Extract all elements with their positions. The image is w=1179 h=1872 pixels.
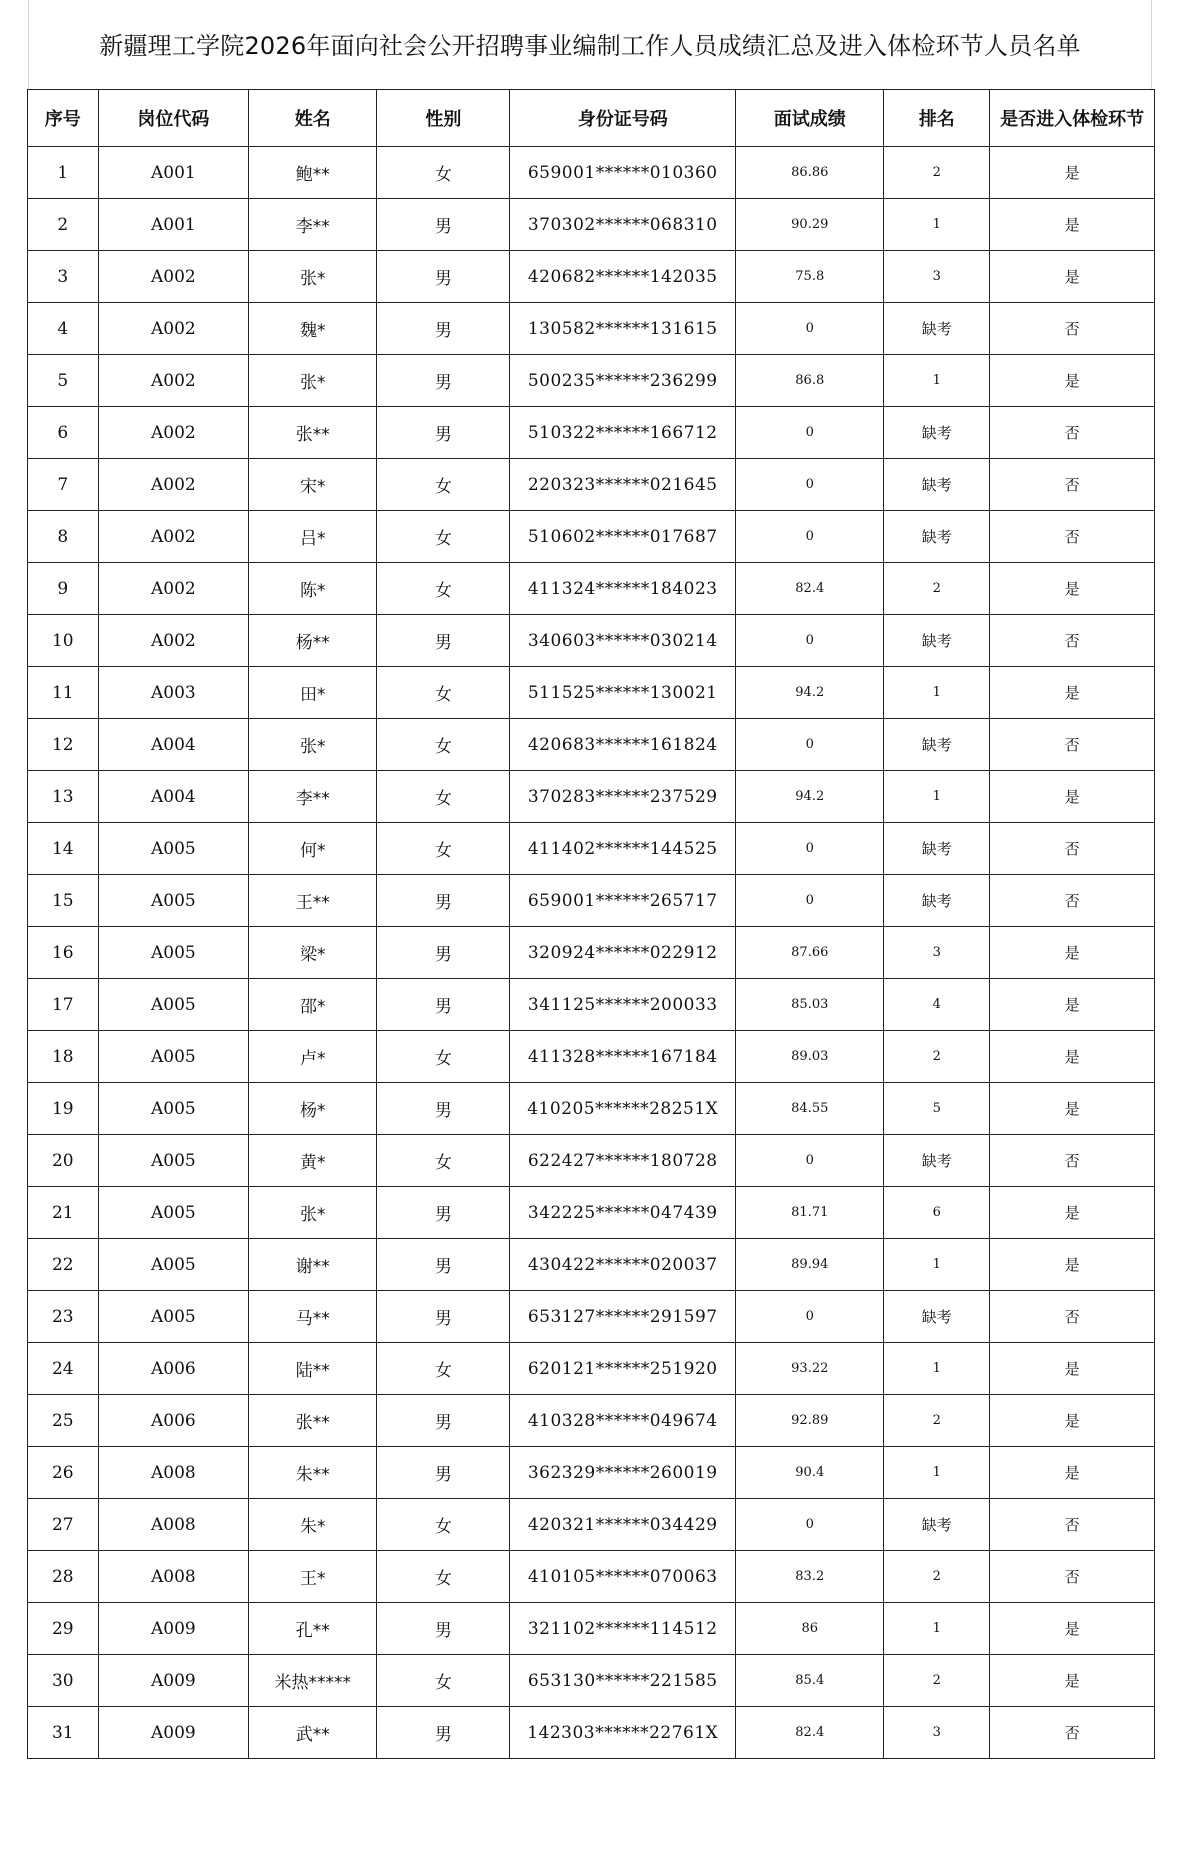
table-row: [28, 1083, 1155, 1135]
cell-rank: 1: [884, 667, 990, 719]
cell-rank: 缺考: [884, 1499, 990, 1551]
cell-gender: 女: [377, 1499, 510, 1551]
cell-no: 6: [28, 407, 99, 459]
cell-name: 梁*: [249, 927, 377, 979]
cell-interview-score: 94.2: [736, 667, 884, 719]
cell-gender: 男: [377, 303, 510, 355]
cell-enter-exam: 是: [990, 771, 1155, 823]
cell-name: 吕*: [249, 511, 377, 563]
cell-id-number: 659001******265717: [510, 875, 736, 927]
cell-enter-exam: 否: [990, 1135, 1155, 1187]
cell-name: 陈*: [249, 563, 377, 615]
cell-name: 王**: [249, 875, 377, 927]
cell-position-code: A002: [98, 303, 249, 355]
cell-interview-score: 0: [736, 407, 884, 459]
table-row: [28, 771, 1155, 823]
cell-position-code: A004: [98, 719, 249, 771]
cell-name: 黄*: [249, 1135, 377, 1187]
cell-id-number: 340603******030214: [510, 615, 736, 667]
cell-interview-score: 82.4: [736, 563, 884, 615]
cell-interview-score: 0: [736, 459, 884, 511]
cell-position-code: A008: [98, 1551, 249, 1603]
cell-id-number: 653130******221585: [510, 1655, 736, 1707]
cell-rank: 缺考: [884, 459, 990, 511]
cell-rank: 4: [884, 979, 990, 1031]
cell-name: 杨**: [249, 615, 377, 667]
cell-interview-score: 0: [736, 875, 884, 927]
cell-enter-exam: 是: [990, 355, 1155, 407]
cell-name: 张**: [249, 407, 377, 459]
cell-position-code: A003: [98, 667, 249, 719]
cell-position-code: A001: [98, 199, 249, 251]
cell-gender: 男: [377, 1603, 510, 1655]
cell-gender: 女: [377, 771, 510, 823]
cell-interview-score: 92.89: [736, 1395, 884, 1447]
cell-gender: 女: [377, 1343, 510, 1395]
cell-enter-exam: 否: [990, 511, 1155, 563]
cell-name: 杨*: [249, 1083, 377, 1135]
cell-position-code: A005: [98, 823, 249, 875]
cell-enter-exam: 否: [990, 1551, 1155, 1603]
cell-interview-score: 81.71: [736, 1187, 884, 1239]
table-row: [28, 1135, 1155, 1187]
cell-enter-exam: 是: [990, 147, 1155, 199]
cell-id-number: 659001******010360: [510, 147, 736, 199]
cell-interview-score: 0: [736, 823, 884, 875]
cell-gender: 男: [377, 1395, 510, 1447]
table-row: [28, 615, 1155, 667]
cell-no: 3: [28, 251, 99, 303]
table-row: [28, 1343, 1155, 1395]
cell-no: 8: [28, 511, 99, 563]
cell-interview-score: 90.4: [736, 1447, 884, 1499]
cell-enter-exam: 否: [990, 615, 1155, 667]
table-row: [28, 355, 1155, 407]
cell-name: 田*: [249, 667, 377, 719]
cell-enter-exam: 否: [990, 303, 1155, 355]
cell-position-code: A005: [98, 1135, 249, 1187]
col-header-rank: 排名: [884, 90, 990, 147]
cell-position-code: A005: [98, 1239, 249, 1291]
cell-rank: 缺考: [884, 511, 990, 563]
cell-name: 鲍**: [249, 147, 377, 199]
cell-position-code: A005: [98, 1291, 249, 1343]
cell-id-number: 420321******034429: [510, 1499, 736, 1551]
cell-id-number: 411328******167184: [510, 1031, 736, 1083]
col-header-pass: 是否进入体检环节: [990, 90, 1155, 147]
table-row: [28, 1707, 1155, 1759]
cell-name: 李**: [249, 771, 377, 823]
cell-id-number: 430422******020037: [510, 1239, 736, 1291]
table-row: [28, 1655, 1155, 1707]
cell-enter-exam: 是: [990, 979, 1155, 1031]
cell-enter-exam: 是: [990, 1083, 1155, 1135]
table-row: [28, 1603, 1155, 1655]
cell-interview-score: 86: [736, 1603, 884, 1655]
cell-enter-exam: 否: [990, 875, 1155, 927]
page-title: 新疆理工学院2026年面向社会公开招聘事业编制工作人员成绩汇总及进入体检环节人员名单: [99, 32, 1081, 60]
cell-no: 7: [28, 459, 99, 511]
cell-enter-exam: 否: [990, 1707, 1155, 1759]
cell-interview-score: 89.94: [736, 1239, 884, 1291]
cell-gender: 女: [377, 1031, 510, 1083]
cell-name: 李**: [249, 199, 377, 251]
cell-interview-score: 87.66: [736, 927, 884, 979]
table-row: [28, 511, 1155, 563]
cell-interview-score: 0: [736, 719, 884, 771]
cell-no: 27: [28, 1499, 99, 1551]
cell-no: 17: [28, 979, 99, 1031]
table-row: [28, 1031, 1155, 1083]
cell-position-code: A005: [98, 1187, 249, 1239]
cell-enter-exam: 是: [990, 563, 1155, 615]
cell-rank: 1: [884, 1239, 990, 1291]
cell-gender: 男: [377, 1447, 510, 1499]
cell-gender: 男: [377, 1707, 510, 1759]
cell-no: 18: [28, 1031, 99, 1083]
cell-interview-score: 89.03: [736, 1031, 884, 1083]
cell-rank: 3: [884, 927, 990, 979]
cell-id-number: 653127******291597: [510, 1291, 736, 1343]
cell-position-code: A002: [98, 355, 249, 407]
table-row: [28, 1447, 1155, 1499]
cell-id-number: 142303******22761X: [510, 1707, 736, 1759]
cell-interview-score: 0: [736, 511, 884, 563]
cell-interview-score: 0: [736, 1499, 884, 1551]
cell-id-number: 370302******068310: [510, 199, 736, 251]
cell-id-number: 130582******131615: [510, 303, 736, 355]
cell-gender: 男: [377, 199, 510, 251]
cell-id-number: 411402******144525: [510, 823, 736, 875]
cell-id-number: 510602******017687: [510, 511, 736, 563]
table-row: [28, 459, 1155, 511]
cell-gender: 女: [377, 667, 510, 719]
cell-no: 20: [28, 1135, 99, 1187]
cell-interview-score: 75.8: [736, 251, 884, 303]
cell-enter-exam: 是: [990, 199, 1155, 251]
cell-no: 24: [28, 1343, 99, 1395]
cell-no: 15: [28, 875, 99, 927]
cell-gender: 男: [377, 927, 510, 979]
cell-position-code: A002: [98, 407, 249, 459]
cell-gender: 女: [377, 1655, 510, 1707]
cell-enter-exam: 是: [990, 1603, 1155, 1655]
cell-no: 14: [28, 823, 99, 875]
cell-id-number: 342225******047439: [510, 1187, 736, 1239]
cell-no: 13: [28, 771, 99, 823]
table-row: [28, 563, 1155, 615]
table-row: [28, 875, 1155, 927]
cell-no: 4: [28, 303, 99, 355]
cell-rank: 2: [884, 1655, 990, 1707]
cell-gender: 女: [377, 511, 510, 563]
col-header-no: 序号: [28, 90, 99, 147]
cell-id-number: 410205******28251X: [510, 1083, 736, 1135]
cell-interview-score: 85.03: [736, 979, 884, 1031]
cell-rank: 1: [884, 355, 990, 407]
cell-gender: 男: [377, 615, 510, 667]
cell-enter-exam: 是: [990, 1655, 1155, 1707]
cell-enter-exam: 否: [990, 407, 1155, 459]
cell-no: 19: [28, 1083, 99, 1135]
cell-rank: 缺考: [884, 1135, 990, 1187]
cell-interview-score: 84.55: [736, 1083, 884, 1135]
cell-gender: 女: [377, 147, 510, 199]
cell-rank: 1: [884, 1343, 990, 1395]
cell-interview-score: 90.29: [736, 199, 884, 251]
table-row: [28, 303, 1155, 355]
cell-rank: 缺考: [884, 875, 990, 927]
cell-interview-score: 86.86: [736, 147, 884, 199]
cell-name: 孔**: [249, 1603, 377, 1655]
cell-gender: 男: [377, 875, 510, 927]
table-row: [28, 927, 1155, 979]
cell-id-number: 410328******049674: [510, 1395, 736, 1447]
col-header-code: 岗位代码: [98, 90, 249, 147]
cell-no: 28: [28, 1551, 99, 1603]
cell-name: 张**: [249, 1395, 377, 1447]
cell-gender: 女: [377, 1135, 510, 1187]
cell-rank: 缺考: [884, 1291, 990, 1343]
table-row: [28, 407, 1155, 459]
cell-name: 米热*****: [249, 1655, 377, 1707]
table-row: [28, 1499, 1155, 1551]
cell-no: 2: [28, 199, 99, 251]
table-row: [28, 1551, 1155, 1603]
cell-enter-exam: 否: [990, 1499, 1155, 1551]
cell-position-code: A002: [98, 563, 249, 615]
cell-interview-score: 94.2: [736, 771, 884, 823]
cell-rank: 缺考: [884, 823, 990, 875]
cell-gender: 女: [377, 823, 510, 875]
cell-name: 宋*: [249, 459, 377, 511]
cell-no: 25: [28, 1395, 99, 1447]
table-row: [28, 199, 1155, 251]
cell-position-code: A002: [98, 615, 249, 667]
cell-rank: 3: [884, 1707, 990, 1759]
cell-no: 22: [28, 1239, 99, 1291]
table-row: [28, 147, 1155, 199]
cell-enter-exam: 是: [990, 1239, 1155, 1291]
cell-position-code: A008: [98, 1447, 249, 1499]
cell-position-code: A002: [98, 251, 249, 303]
cell-no: 10: [28, 615, 99, 667]
table-row: [28, 1239, 1155, 1291]
cell-rank: 缺考: [884, 407, 990, 459]
cell-enter-exam: 是: [990, 1031, 1155, 1083]
cell-position-code: A009: [98, 1707, 249, 1759]
cell-rank: 1: [884, 1447, 990, 1499]
cell-name: 何*: [249, 823, 377, 875]
cell-name: 张*: [249, 251, 377, 303]
cell-position-code: A004: [98, 771, 249, 823]
cell-position-code: A002: [98, 511, 249, 563]
cell-enter-exam: 否: [990, 823, 1155, 875]
cell-id-number: 500235******236299: [510, 355, 736, 407]
cell-id-number: 362329******260019: [510, 1447, 736, 1499]
cell-no: 30: [28, 1655, 99, 1707]
cell-gender: 女: [377, 563, 510, 615]
cell-gender: 女: [377, 1551, 510, 1603]
cell-name: 张*: [249, 355, 377, 407]
table-header-row: [28, 90, 1155, 147]
cell-id-number: 511525******130021: [510, 667, 736, 719]
cell-rank: 2: [884, 1551, 990, 1603]
cell-interview-score: 85.4: [736, 1655, 884, 1707]
cell-interview-score: 0: [736, 1135, 884, 1187]
cell-id-number: 321102******114512: [510, 1603, 736, 1655]
cell-id-number: 510322******166712: [510, 407, 736, 459]
cell-name: 张*: [249, 719, 377, 771]
cell-interview-score: 0: [736, 303, 884, 355]
cell-name: 陆**: [249, 1343, 377, 1395]
cell-id-number: 620121******251920: [510, 1343, 736, 1395]
cell-name: 朱*: [249, 1499, 377, 1551]
cell-interview-score: 0: [736, 615, 884, 667]
cell-enter-exam: 否: [990, 459, 1155, 511]
cell-rank: 缺考: [884, 615, 990, 667]
cell-rank: 2: [884, 147, 990, 199]
cell-id-number: 420683******161824: [510, 719, 736, 771]
cell-position-code: A005: [98, 875, 249, 927]
cell-enter-exam: 否: [990, 1291, 1155, 1343]
cell-no: 26: [28, 1447, 99, 1499]
col-header-name: 姓名: [249, 90, 377, 147]
cell-no: 21: [28, 1187, 99, 1239]
cell-name: 马**: [249, 1291, 377, 1343]
cell-no: 16: [28, 927, 99, 979]
cell-position-code: A001: [98, 147, 249, 199]
cell-position-code: A002: [98, 459, 249, 511]
cell-position-code: A005: [98, 927, 249, 979]
cell-gender: 男: [377, 979, 510, 1031]
cell-position-code: A006: [98, 1395, 249, 1447]
cell-no: 29: [28, 1603, 99, 1655]
table-row: [28, 719, 1155, 771]
cell-rank: 6: [884, 1187, 990, 1239]
results-table: [27, 89, 1155, 1759]
table-row: [28, 823, 1155, 875]
table-row: [28, 1291, 1155, 1343]
cell-rank: 3: [884, 251, 990, 303]
cell-interview-score: 83.2: [736, 1551, 884, 1603]
cell-rank: 缺考: [884, 719, 990, 771]
cell-name: 卢*: [249, 1031, 377, 1083]
cell-no: 5: [28, 355, 99, 407]
table-row: [28, 1395, 1155, 1447]
cell-rank: 1: [884, 1603, 990, 1655]
cell-gender: 男: [377, 251, 510, 303]
cell-name: 朱**: [249, 1447, 377, 1499]
col-header-score: 面试成绩: [736, 90, 884, 147]
cell-enter-exam: 是: [990, 1343, 1155, 1395]
cell-interview-score: 93.22: [736, 1343, 884, 1395]
table-row: [28, 251, 1155, 303]
cell-no: 11: [28, 667, 99, 719]
cell-position-code: A009: [98, 1603, 249, 1655]
cell-position-code: A005: [98, 1031, 249, 1083]
cell-enter-exam: 是: [990, 1187, 1155, 1239]
cell-position-code: A006: [98, 1343, 249, 1395]
col-header-id: 身份证号码: [510, 90, 736, 147]
cell-no: 12: [28, 719, 99, 771]
cell-gender: 男: [377, 1083, 510, 1135]
cell-id-number: 411324******184023: [510, 563, 736, 615]
cell-name: 武**: [249, 1707, 377, 1759]
cell-name: 魏*: [249, 303, 377, 355]
cell-position-code: A005: [98, 979, 249, 1031]
cell-gender: 男: [377, 355, 510, 407]
cell-gender: 男: [377, 407, 510, 459]
cell-name: 张*: [249, 1187, 377, 1239]
cell-no: 31: [28, 1707, 99, 1759]
cell-rank: 1: [884, 771, 990, 823]
cell-id-number: 220323******021645: [510, 459, 736, 511]
cell-enter-exam: 否: [990, 719, 1155, 771]
cell-gender: 男: [377, 1239, 510, 1291]
table-row: [28, 667, 1155, 719]
cell-enter-exam: 是: [990, 251, 1155, 303]
cell-no: 9: [28, 563, 99, 615]
cell-interview-score: 86.8: [736, 355, 884, 407]
cell-enter-exam: 是: [990, 1447, 1155, 1499]
cell-id-number: 420682******142035: [510, 251, 736, 303]
col-header-gender: 性别: [377, 90, 510, 147]
table-row: [28, 979, 1155, 1031]
cell-no: 23: [28, 1291, 99, 1343]
cell-rank: 2: [884, 1031, 990, 1083]
cell-gender: 男: [377, 1187, 510, 1239]
cell-interview-score: 0: [736, 1291, 884, 1343]
cell-enter-exam: 是: [990, 927, 1155, 979]
cell-name: 谢**: [249, 1239, 377, 1291]
cell-rank: 缺考: [884, 303, 990, 355]
cell-gender: 男: [377, 1291, 510, 1343]
cell-id-number: 410105******070063: [510, 1551, 736, 1603]
table-row: [28, 1187, 1155, 1239]
cell-name: 邵*: [249, 979, 377, 1031]
cell-name: 王*: [249, 1551, 377, 1603]
cell-id-number: 320924******022912: [510, 927, 736, 979]
cell-rank: 5: [884, 1083, 990, 1135]
cell-interview-score: 82.4: [736, 1707, 884, 1759]
cell-id-number: 341125******200033: [510, 979, 736, 1031]
cell-id-number: 622427******180728: [510, 1135, 736, 1187]
table-body: [28, 147, 1155, 1759]
cell-rank: 2: [884, 563, 990, 615]
cell-no: 1: [28, 147, 99, 199]
cell-gender: 女: [377, 459, 510, 511]
cell-rank: 2: [884, 1395, 990, 1447]
cell-gender: 女: [377, 719, 510, 771]
cell-position-code: A009: [98, 1655, 249, 1707]
cell-position-code: A005: [98, 1083, 249, 1135]
cell-rank: 1: [884, 199, 990, 251]
cell-id-number: 370283******237529: [510, 771, 736, 823]
cell-enter-exam: 是: [990, 1395, 1155, 1447]
cell-position-code: A008: [98, 1499, 249, 1551]
cell-enter-exam: 是: [990, 667, 1155, 719]
